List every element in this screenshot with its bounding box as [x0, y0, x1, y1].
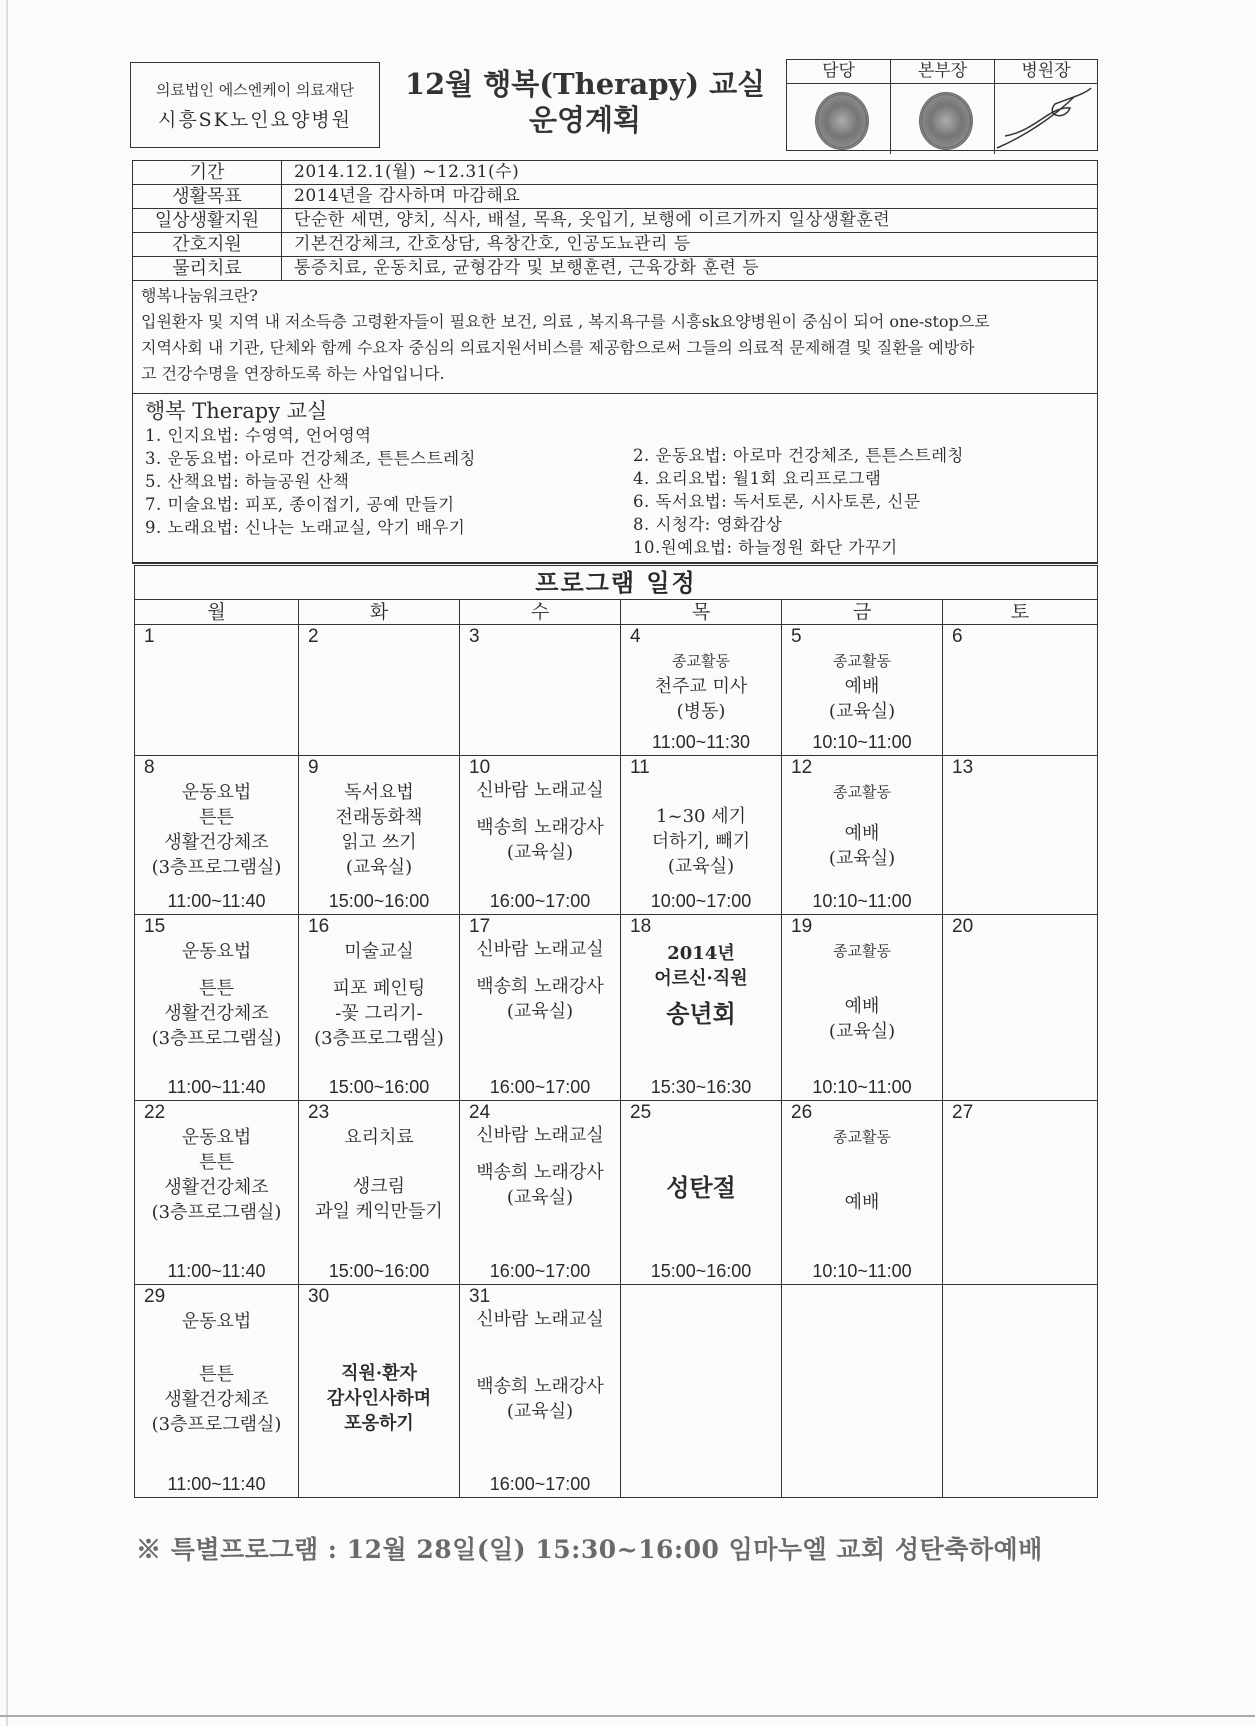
day-number: 22 — [144, 1102, 166, 1123]
event-line: 생활건강체조 — [164, 1389, 269, 1410]
day-cell — [460, 1285, 621, 1497]
event-time: 11:00~11:40 — [167, 1261, 266, 1281]
event-line: 생활건강체조 — [164, 1003, 269, 1024]
event-line: 튼튼 — [199, 807, 234, 828]
event-line: (교육실) — [506, 1401, 574, 1422]
event-content — [621, 941, 781, 1026]
event-line: 백송희 노래강사 — [476, 817, 604, 838]
approval-header-director: 본부장 — [891, 60, 995, 84]
day-cell — [460, 1101, 621, 1284]
weekday-fri: 금 — [782, 600, 943, 624]
therapy-item: 2. 운동요법: 아로마 건강체조, 튼튼스트레칭 — [633, 446, 964, 465]
event-line: (교육실) — [506, 842, 574, 863]
event-time: 11:00~11:30 — [652, 732, 750, 752]
day-number: 31 — [469, 1286, 491, 1307]
therapy-title: 행복 Therapy 교실 — [145, 399, 328, 423]
event-content — [621, 804, 781, 879]
day-number: 1 — [144, 626, 155, 647]
weekday-wed: 수 — [460, 600, 621, 624]
event-line: 신바람 노래교실 — [476, 1125, 604, 1146]
program-calendar — [134, 565, 1098, 1498]
calendar-week-2 — [135, 756, 1097, 915]
therapy-item: 8. 시청각: 영화감상 — [633, 515, 783, 534]
day-number: 25 — [630, 1102, 652, 1123]
event-line: 운동요법 — [181, 782, 252, 803]
event-time: 16:00~17:00 — [489, 1077, 591, 1097]
event-line: 감사인사하며 — [326, 1388, 432, 1409]
therapy-item: 10.원예요법: 하늘정원 화단 가꾸기 — [633, 538, 898, 557]
day-number: 19 — [791, 916, 813, 937]
day-number: 15 — [144, 916, 166, 937]
day-cell — [621, 1285, 782, 1497]
event-time: 10:10~11:00 — [812, 732, 912, 752]
event-line: 튼튼 — [199, 978, 234, 999]
event-content — [135, 780, 298, 880]
info-value: 2014.12.1(월) ~12.31(수) — [294, 162, 520, 182]
day-cell — [943, 756, 1097, 914]
event-time: 11:00~11:40 — [167, 1474, 266, 1494]
event-line: 운동요법 — [181, 941, 252, 962]
day-cell — [135, 1285, 299, 1497]
day-cell — [460, 625, 621, 755]
day-number: 26 — [791, 1102, 813, 1123]
day-number: 29 — [144, 1286, 166, 1307]
event-time: 15:00~16:00 — [328, 1077, 430, 1097]
event-line: 종교활동 — [833, 652, 891, 670]
therapy-section — [133, 394, 1097, 563]
event-line: 생활건강체조 — [164, 1177, 269, 1198]
calendar-week-5 — [135, 1285, 1097, 1497]
event-content — [299, 780, 459, 880]
info-value: 통증치료, 운동치료, 균형감각 및 보행훈련, 근육강화 훈련 등 — [294, 258, 760, 278]
therapy-list-left — [145, 424, 476, 539]
event-line: 예배 — [844, 1192, 880, 1213]
day-cell — [782, 915, 943, 1100]
day-number: 12 — [791, 757, 813, 778]
event-line: 종교활동 — [833, 1128, 891, 1146]
day-cell — [943, 1285, 1097, 1497]
event-line: 운동요법 — [181, 1127, 252, 1148]
event-line: (병동) — [676, 701, 726, 722]
calendar-weekday-header — [135, 600, 1097, 625]
day-cell — [135, 756, 299, 914]
event-line: (교육실) — [345, 857, 413, 878]
day-number: 18 — [630, 916, 652, 937]
day-number: 5 — [791, 626, 802, 647]
event-line: 튼튼 — [199, 1152, 234, 1173]
day-number: 20 — [952, 916, 974, 937]
day-number: 16 — [308, 916, 330, 937]
approval-stamp-staff — [787, 84, 891, 154]
event-line: 읽고 쓰기 — [341, 832, 417, 853]
event-line: 신바람 노래교실 — [476, 939, 604, 960]
event-content — [299, 939, 459, 1051]
event-line: 종교활동 — [672, 652, 730, 670]
day-cell — [135, 1101, 299, 1284]
day-number: 11 — [630, 757, 650, 778]
event-line: 예배 — [844, 996, 880, 1017]
event-content — [299, 1361, 459, 1436]
info-key: 일상생활지원 — [133, 209, 282, 232]
event-time: 11:00~11:40 — [167, 1077, 266, 1097]
day-cell — [943, 915, 1097, 1100]
event-line: 전래동화책 — [335, 807, 423, 828]
event-content — [135, 939, 298, 1051]
day-cell — [782, 1285, 943, 1497]
calendar-title: 프로그램 일정 — [135, 566, 1097, 600]
event-content — [135, 1309, 298, 1437]
page-title — [395, 66, 775, 138]
seal-stamp-icon — [815, 92, 869, 150]
info-row-daily-support — [133, 209, 1097, 233]
day-number: 10 — [469, 757, 491, 778]
signature-icon — [995, 84, 1097, 154]
event-content — [299, 1125, 459, 1224]
day-cell — [621, 1101, 782, 1284]
info-key: 간호지원 — [133, 233, 282, 256]
event-content — [621, 649, 781, 724]
event-content — [782, 649, 942, 724]
day-cell — [135, 625, 299, 755]
therapy-item: 6. 독서요법: 독서토론, 시사토론, 신문 — [633, 492, 921, 511]
day-cell — [782, 625, 943, 755]
event-line: 피포 페인팅 — [332, 978, 426, 999]
event-line: 더하기, 빼기 — [651, 831, 751, 852]
workshop-title: 행복나눔워크란? — [141, 286, 258, 305]
day-cell — [782, 756, 943, 914]
event-line: (3층프로그램실) — [151, 1028, 282, 1049]
day-number: 4 — [630, 626, 641, 647]
event-time: 11:00~11:40 — [167, 891, 266, 911]
event-content — [135, 1125, 298, 1225]
event-content — [460, 937, 620, 1024]
event-line: 과일 케익만들기 — [315, 1201, 443, 1222]
event-line: (3층프로그램실) — [151, 1202, 282, 1223]
info-key: 생활목표 — [133, 185, 282, 208]
event-line: (교육실) — [828, 701, 896, 722]
event-line: 포옹하기 — [344, 1413, 414, 1434]
event-line: 요리치료 — [344, 1127, 414, 1148]
day-number: 23 — [308, 1102, 330, 1123]
event-line: 직원·환자 — [341, 1363, 417, 1384]
title-line2: 운영계획 — [528, 103, 642, 137]
org-name-line2: 시흥SK노인요양병원 — [157, 109, 353, 131]
event-time: 10:00~17:00 — [650, 891, 752, 911]
workshop-description — [133, 281, 1097, 394]
day-number: 3 — [469, 626, 480, 647]
event-time: 10:10~11:00 — [812, 891, 912, 911]
info-row-goal — [133, 185, 1097, 209]
info-key: 물리치료 — [133, 257, 282, 280]
event-time: 16:00~17:00 — [489, 1474, 591, 1494]
calendar-week-4 — [135, 1101, 1097, 1285]
event-line: 미술교실 — [344, 941, 414, 962]
event-time: 15:00~16:00 — [650, 1261, 752, 1281]
weekday-mon: 월 — [135, 600, 299, 624]
event-line: 성탄절 — [666, 1173, 736, 1202]
event-time: 15:00~16:00 — [328, 891, 430, 911]
event-line: 예배 — [844, 823, 880, 844]
day-number: 27 — [952, 1102, 974, 1123]
scan-edge — [6, 0, 8, 1726]
day-cell — [621, 915, 782, 1100]
info-value: 기본건강체크, 간호상담, 욕창간호, 인공도뇨관리 등 — [294, 234, 691, 254]
day-number: 13 — [952, 757, 974, 778]
event-line: 어르신·직원 — [654, 968, 748, 989]
event-line: (3층프로그램실) — [151, 1414, 282, 1435]
event-time: 10:10~11:00 — [812, 1261, 912, 1281]
info-row-physical-therapy — [133, 257, 1097, 281]
event-content — [782, 939, 942, 1044]
special-program-note: ※ 특별프로그램 : 12월 28일(일) 15:30~16:00 임마누엘 교회 성탄축하예배 — [136, 1535, 1043, 1564]
day-cell — [943, 625, 1097, 755]
event-line: -꽃 그리기- — [335, 1003, 423, 1024]
org-name-line1: 의료법인 에스엔케이 의료재단 — [156, 81, 354, 99]
day-cell — [621, 625, 782, 755]
therapy-item: 7. 미술요법: 피포, 종이접기, 공예 만들기 — [145, 495, 455, 514]
event-content — [782, 1125, 942, 1215]
event-line: 1~30 세기 — [656, 806, 746, 827]
title-line1: 12월 행복(Therapy) 교실 — [404, 67, 766, 101]
event-line: 생활건강체조 — [164, 832, 269, 853]
therapy-item: 9. 노래요법: 신나는 노래교실, 악기 배우기 — [145, 518, 466, 537]
event-line: (교육실) — [828, 848, 896, 869]
day-number: 2 — [308, 626, 319, 647]
event-line: 천주교 미사 — [654, 676, 748, 697]
seal-stamp-icon — [919, 92, 973, 150]
approval-box — [786, 59, 1098, 151]
therapy-item: 5. 산책요법: 하늘공원 산책 — [145, 472, 350, 491]
weekday-sat: 토 — [1010, 601, 1030, 623]
therapy-list-right — [633, 444, 964, 559]
event-line: (교육실) — [506, 1001, 574, 1022]
therapy-item: 1. 인지요법: 수영역, 언어영역 — [145, 426, 372, 445]
weekday-tue: 화 — [299, 600, 460, 624]
event-time: 15:30~16:30 — [650, 1077, 752, 1097]
event-time: 10:10~11:00 — [812, 1077, 912, 1097]
event-line: 2014년 — [667, 943, 735, 964]
workshop-line: 지역사회 내 기관, 단체와 함께 수요자 중심의 의료지원서비스를 제공함으로써 그들의 의료적 문제해결 및 질환을 예방하 — [141, 338, 975, 357]
day-number: 30 — [308, 1286, 330, 1307]
therapy-item: 4. 요리요법: 월1회 요리프로그램 — [633, 469, 882, 488]
workshop-line: 입원환자 및 지역 내 저소득층 고령환자들이 필요한 보건, 의료 , 복지욕구를 시흥sk요양병원이 중심이 되어 one-stop으로 — [141, 312, 990, 331]
day-cell — [135, 915, 299, 1100]
event-line: 생크림 — [352, 1176, 406, 1197]
info-row-nursing — [133, 233, 1097, 257]
event-content — [782, 780, 942, 871]
day-number: 17 — [469, 916, 491, 937]
day-cell — [299, 1101, 460, 1284]
event-line: 튼튼 — [199, 1364, 234, 1385]
day-number: 8 — [144, 757, 155, 778]
event-line: (교육실) — [667, 856, 735, 877]
info-key: 기간 — [133, 161, 282, 184]
event-line: 종교활동 — [833, 942, 891, 960]
event-time: 15:00~16:00 — [328, 1261, 430, 1281]
event-line: (교육실) — [828, 1021, 896, 1042]
day-number: 6 — [952, 626, 963, 647]
weekday-thu: 목 — [621, 600, 782, 624]
day-cell — [299, 915, 460, 1100]
day-cell — [460, 915, 621, 1100]
scan-bottom-edge — [0, 1715, 1255, 1717]
day-cell — [299, 625, 460, 755]
event-time: 16:00~17:00 — [489, 1261, 591, 1281]
event-line: 신바람 노래교실 — [476, 780, 604, 801]
event-line: 송년회 — [666, 999, 736, 1028]
event-content — [460, 1307, 620, 1424]
approval-header-hospital-head: 병원장 — [995, 60, 1097, 84]
day-number: 9 — [308, 757, 319, 778]
event-content — [621, 1175, 781, 1200]
therapy-item: 3. 운동요법: 아로마 건강체조, 튼튼스트레칭 — [145, 449, 476, 468]
day-number: 24 — [469, 1102, 491, 1123]
day-cell — [943, 1101, 1097, 1284]
approval-signature — [995, 84, 1097, 154]
event-line: 운동요법 — [181, 1311, 252, 1332]
event-line: 종교활동 — [833, 783, 891, 801]
calendar-week-3 — [135, 915, 1097, 1101]
day-cell — [299, 1285, 460, 1497]
event-line: 백송희 노래강사 — [476, 1162, 604, 1183]
event-line: 예배 — [844, 676, 880, 697]
approval-header-staff: 담당 — [787, 60, 891, 84]
approval-stamp-director — [891, 84, 995, 154]
event-time: 16:00~17:00 — [489, 891, 591, 911]
event-line: 독서요법 — [344, 782, 414, 803]
day-cell — [299, 756, 460, 914]
day-cell — [782, 1101, 943, 1284]
day-cell — [621, 756, 782, 914]
info-value: 2014년을 감사하며 마감해요 — [294, 186, 521, 206]
event-line: 신바람 노래교실 — [476, 1309, 604, 1330]
event-line: 백송희 노래강사 — [476, 976, 604, 997]
info-row-period — [133, 161, 1097, 185]
event-content — [460, 1123, 620, 1210]
event-line: 백송희 노래강사 — [476, 1376, 604, 1397]
day-cell — [460, 756, 621, 914]
event-content — [460, 778, 620, 865]
calendar-week-1 — [135, 625, 1097, 756]
info-value: 단순한 세면, 양치, 식사, 배설, 목욕, 옷입기, 보행에 이르기까지 일상생활훈련 — [294, 210, 891, 230]
event-line: (교육실) — [506, 1187, 574, 1208]
organization-box — [130, 62, 380, 148]
info-table — [132, 160, 1098, 564]
event-line: (3층프로그램실) — [151, 857, 282, 878]
workshop-line: 고 건강수명을 연장하도록 하는 사업입니다. — [141, 364, 445, 383]
event-line: (3층프로그램실) — [314, 1028, 444, 1049]
